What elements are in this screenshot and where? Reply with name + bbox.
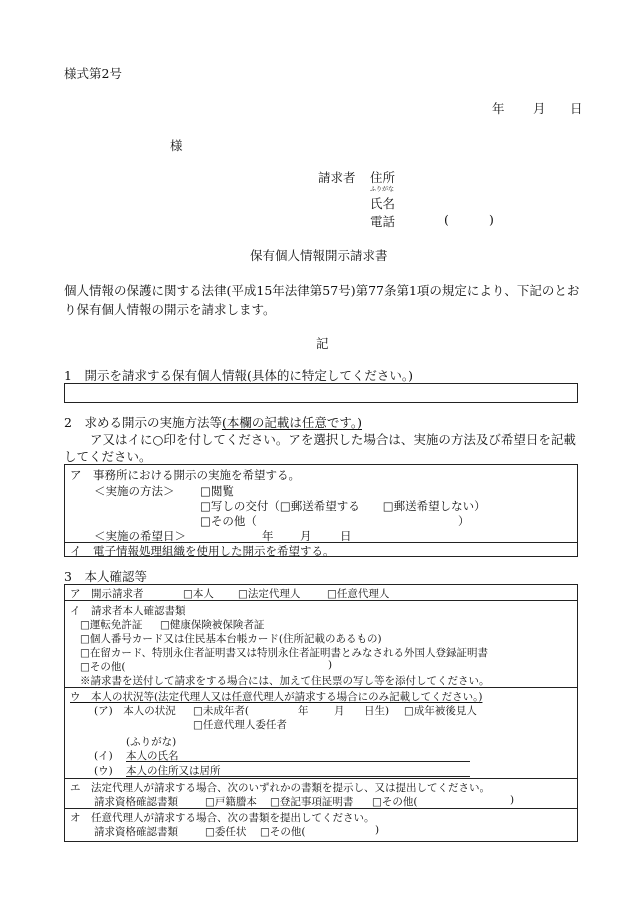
- pref-month: 月: [300, 529, 312, 543]
- claimant-self-checkbox[interactable]: □本人: [183, 588, 214, 600]
- section2-heading: 2 求める開示の実施方法等(本欄の記載は任意です。): [64, 415, 362, 430]
- claimant-voluntary-checkbox[interactable]: □任意代理人: [327, 588, 390, 600]
- section2-option-a[interactable]: ア 事務所における開示の実施を希望する。: [70, 468, 300, 482]
- person-address-underline: [126, 776, 470, 777]
- section2-option-i[interactable]: イ 電子情報処理組織を使用した開示を希望する。: [70, 544, 335, 558]
- requester-furigana-label: ふりがな: [370, 186, 395, 193]
- id-insurance-checkbox[interactable]: □健康保険被保険者証: [160, 619, 265, 631]
- section1-input-box[interactable]: [64, 383, 578, 403]
- voluntary-rep-title: オ 任意代理人が請求する場合、次の書類を提出してください。: [70, 812, 375, 824]
- section3-heading: 3 本人確認等: [64, 569, 147, 584]
- date-month: 月: [533, 101, 546, 116]
- requester-name-label: 氏名: [370, 196, 396, 211]
- id-mail-note: ※請求書を送付して請求をする場合には、加えて住民票の写し等を添付してください。: [80, 675, 490, 687]
- method-copy-checkbox[interactable]: □写しの交付（□郵送希望する □郵送希望しない）: [200, 499, 486, 513]
- minor-year: 年: [298, 705, 309, 717]
- document-title: 保有個人情報開示請求書: [250, 248, 388, 263]
- person-address-label: (ウ): [94, 765, 113, 777]
- voluntary-rep-other-checkbox[interactable]: □その他(: [260, 826, 306, 838]
- person-name-label: (イ): [94, 750, 113, 762]
- date-day: 日: [570, 101, 583, 116]
- person-name-underline: [126, 761, 470, 762]
- id-mynumber-checkbox[interactable]: □個人番号カード又は住民基本台帳カード(住所記載のあるもの): [80, 633, 382, 645]
- method-other-checkbox[interactable]: □その他（: [200, 514, 257, 528]
- method-other-close: ）: [458, 514, 470, 528]
- requester-label: 請求者: [318, 170, 356, 185]
- phone-paren-open: (: [444, 212, 449, 227]
- power-of-attorney-checkbox[interactable]: □委任状: [205, 826, 247, 838]
- section3-divider-e: [64, 808, 578, 809]
- legal-rep-other-close: ): [510, 794, 515, 806]
- person-furigana-label: (ふりがな): [126, 736, 177, 748]
- mandator-checkbox[interactable]: □任意代理人委任者: [193, 719, 287, 731]
- id-docs-title: イ 請求者本人確認書類: [70, 605, 186, 617]
- form-number: 様式第2号: [64, 66, 122, 81]
- person-status-title: ウ 本人の状況等(法定代理人又は任意代理人が請求する場合にのみ記載してください。): [70, 691, 483, 703]
- family-register-checkbox[interactable]: □戸籍謄本: [205, 796, 257, 808]
- minor-checkbox[interactable]: □未成年者(: [193, 705, 250, 717]
- legal-rep-docs-label: 請求資格確認書類: [94, 796, 178, 808]
- voluntary-rep-docs-label: 請求資格確認書類: [94, 826, 178, 838]
- person-name-field[interactable]: 本人の氏名: [126, 750, 179, 762]
- section1-heading: 1 開示を請求する保有個人情報(具体的に特定してください。): [64, 368, 413, 383]
- minor-month: 月: [334, 705, 345, 717]
- method-label: ＜実施の方法＞: [94, 484, 175, 498]
- claimant-row: ア 開示請求者: [70, 588, 144, 600]
- date-year: 年: [492, 101, 505, 116]
- section3-divider-a: [64, 600, 578, 601]
- id-other-close: ): [328, 659, 333, 671]
- id-license-checkbox[interactable]: □運転免許証: [80, 619, 143, 631]
- adult-ward-checkbox[interactable]: □成年被後見人: [404, 705, 477, 717]
- section3-divider-i: [64, 687, 578, 688]
- intro-paragraph: 個人情報の保護に関する法律(平成15年法律第57号)第77条第1項の規定により、下記のとおり保有個人情報の開示を請求します。: [64, 283, 580, 317]
- requester-address-label: 住所: [370, 170, 396, 185]
- legal-rep-title: エ 法定代理人が請求する場合、次のいずれかの書類を提示し、又は提出してください。: [70, 782, 490, 794]
- method-viewing-checkbox[interactable]: □閲覧: [200, 484, 234, 498]
- minor-birth: 日生): [364, 705, 390, 717]
- id-residence-card-checkbox[interactable]: □在留カード、特別永住者証明書又は特別永住者証明書とみなされる外国人登録証明書: [80, 647, 488, 659]
- claimant-legal-checkbox[interactable]: □法定代理人: [238, 588, 301, 600]
- addressee-sama: 様: [170, 138, 183, 153]
- preferred-date-label: ＜実施の希望日＞: [94, 529, 186, 543]
- section3-divider-u: [64, 778, 578, 779]
- person-address-field[interactable]: 本人の住所又は居所: [126, 765, 221, 777]
- phone-paren-close: ): [489, 212, 494, 227]
- id-other-checkbox[interactable]: □その他(: [80, 661, 126, 673]
- voluntary-rep-other-close: ): [375, 824, 380, 836]
- pref-day: 日: [340, 529, 352, 543]
- section2-instruction: ア又はイに○印を付してください。アを選択した場合は、実施の方法及び希望日を記載してください。: [64, 432, 576, 464]
- requester-phone-label: 電話: [370, 214, 396, 229]
- ki-heading: 記: [316, 336, 329, 351]
- legal-rep-other-checkbox[interactable]: □その他(: [372, 796, 418, 808]
- pref-year: 年: [262, 529, 274, 543]
- person-status-label: (ア) 本人の状況: [94, 705, 176, 717]
- registry-cert-checkbox[interactable]: □登記事項証明書: [270, 796, 354, 808]
